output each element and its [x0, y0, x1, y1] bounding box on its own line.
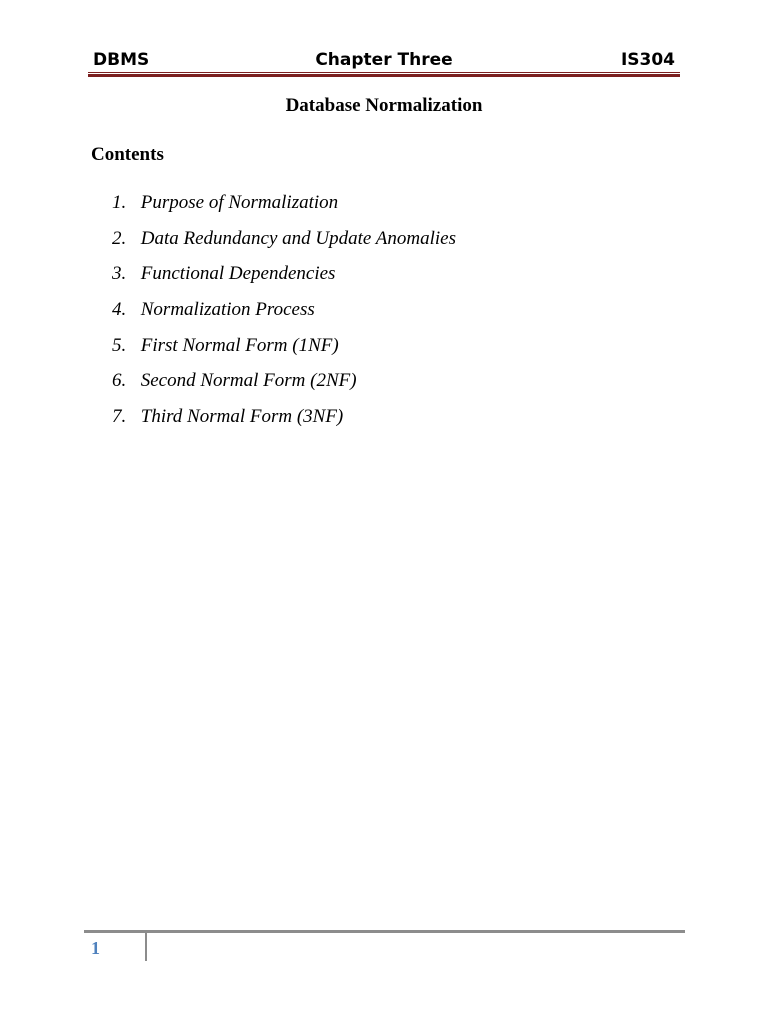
- toc-item-text: Data Redundancy and Update Anomalies: [140, 227, 456, 249]
- toc-item: [112, 368, 456, 404]
- toc-item: [112, 190, 456, 226]
- footer-divider: [145, 933, 147, 961]
- toc-item-text: Purpose of Normalization: [140, 192, 339, 213]
- header-course-code: IS304: [620, 50, 675, 70]
- toc-item-text: Normalization Process: [140, 299, 315, 321]
- toc-item-text: Functional Dependencies: [140, 263, 336, 285]
- footer-rule: [84, 930, 685, 933]
- table-of-contents: [112, 190, 456, 440]
- toc-item: [112, 404, 456, 440]
- toc-item-number: 6.: [112, 370, 127, 392]
- toc-item-text: Third Normal Form (3NF): [140, 406, 344, 428]
- toc-item-number: 2.: [112, 227, 127, 249]
- page-header: [93, 48, 675, 72]
- toc-item-number: 4.: [112, 299, 127, 321]
- toc-item-text: First Normal Form (1NF): [140, 334, 339, 356]
- toc-item: [112, 226, 456, 262]
- page-number: 1: [91, 938, 100, 958]
- document-title: Database Normalization: [285, 95, 483, 116]
- header-rule-thick: [88, 74, 680, 77]
- contents-heading: Contents: [91, 144, 164, 165]
- toc-item: [112, 261, 456, 297]
- header-chapter-title: Chapter Three: [315, 50, 453, 70]
- toc-item-number: 5.: [112, 334, 127, 356]
- toc-item-number: 3.: [112, 263, 127, 285]
- toc-item-number: 1.: [112, 192, 127, 213]
- toc-item: [112, 297, 456, 333]
- header-course-name: DBMS: [93, 50, 150, 70]
- toc-item-text: Second Normal Form (2NF): [140, 370, 357, 392]
- header-rule-thin: [88, 72, 680, 73]
- toc-item-number: 7.: [112, 406, 127, 428]
- toc-item: [112, 333, 456, 369]
